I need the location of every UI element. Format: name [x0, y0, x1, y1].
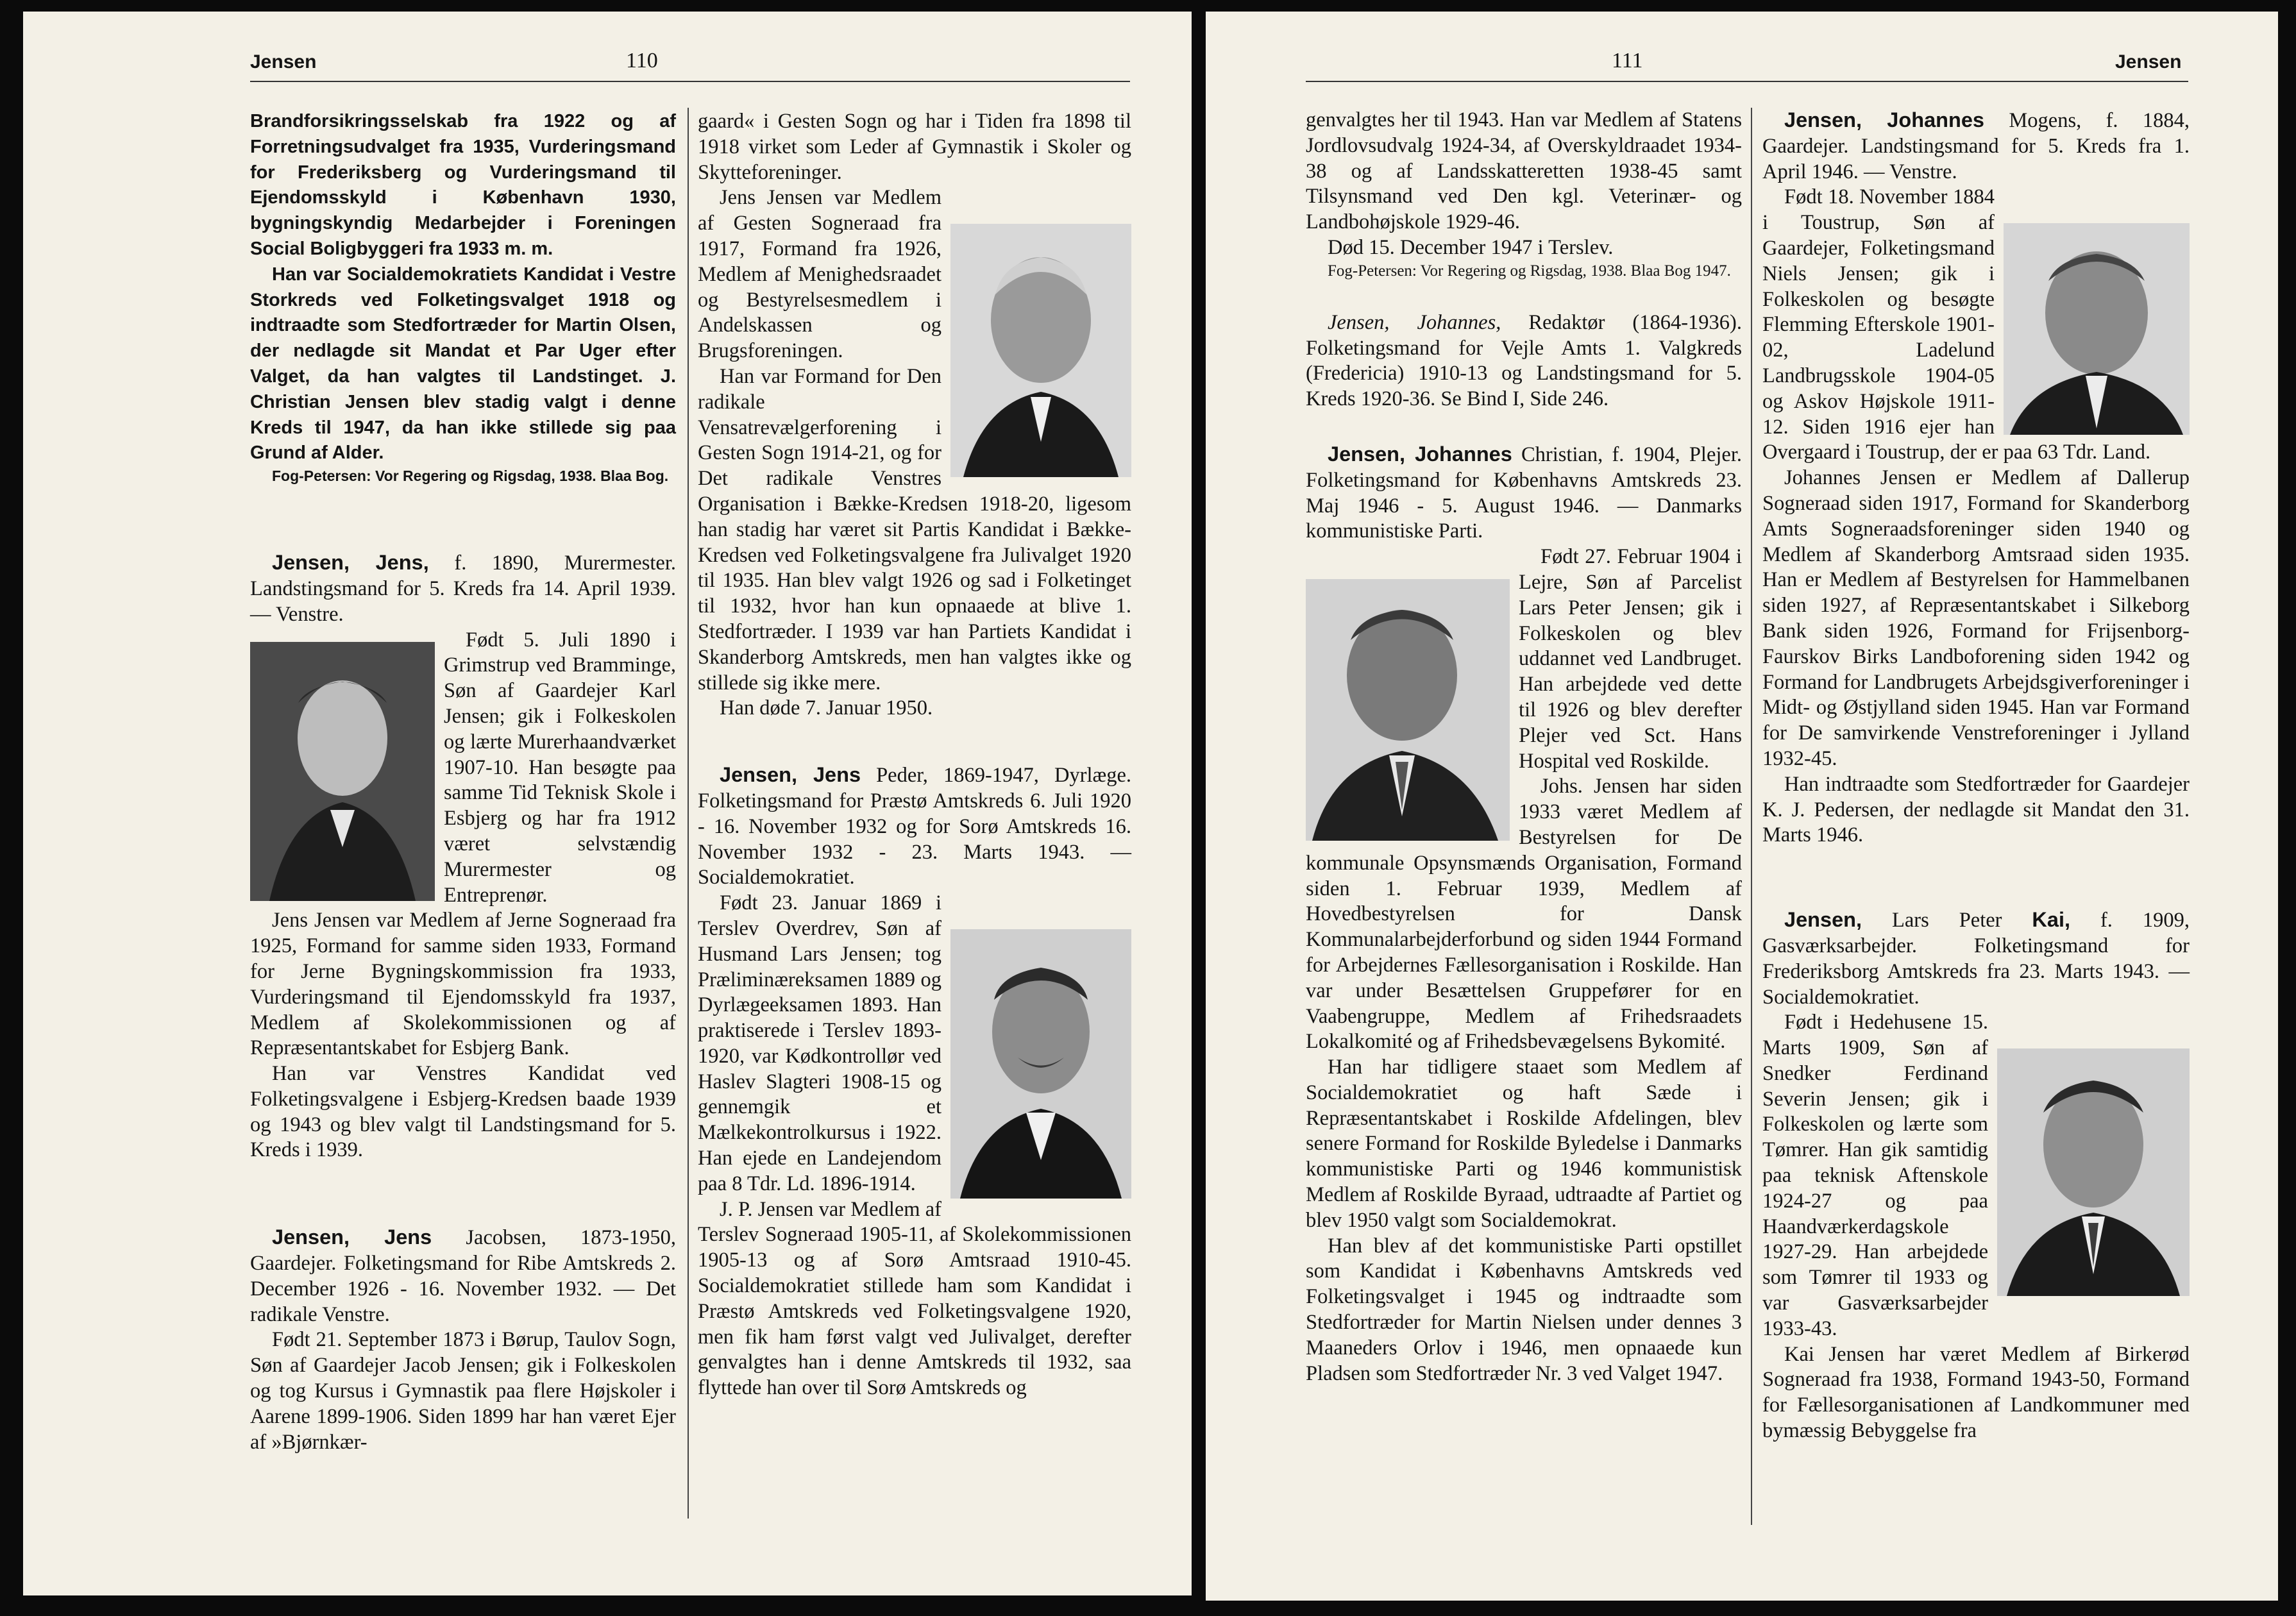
text-column-1	[1306, 108, 1742, 1386]
paragraph: Han var Socialdemokratiets Kandidat i Vestre Storkreds ved Folketingsvalget 1918 og indtraadte som Stedfortræder for Martin Olsen, der nedlagde sit Mandat et Par Uger efter Valget, da han valgtes til Landstinget. J. Christian Jensen blev stadig valgt i denne Kreds til 1947, da han ikke stillede sig paa Grund af Alder.	[250, 264, 676, 464]
header-rule	[250, 81, 1130, 82]
page-number: 110	[626, 49, 658, 72]
entry-heading: Jensen, Jens Peder, 1869-1947, Dyrlæge. Folketingsmand for Præstø Amtskreds 6. Juli 1920 - 16. November 1932 og for Sorø Amtskreds 16. November 1932 - 23. Marts 1943. — Socialdemokratiet.	[698, 763, 1131, 889]
paragraph: Født 27. Februar 1904 i Lejre, Søn af Parcelist Lars Peter Jensen; gik i Folkeskolen og blev uddannet ved Landbruget. Han arbejdede ved dette til 1926 og blev derefter Plejer ved Sct. Hans Hospital ved Roskilde.	[1519, 545, 1742, 773]
text-column-1	[250, 109, 676, 1455]
paragraph: Født 23. Januar 1869 i Terslev Overdrev, Søn af Husmand Lars Jensen; tog Præliminæreksamen 1889 og Dyrlægeeksamen 1893. Han praktiserede i Terslev 1893-1920, var Kødkontrollør ved Haslev Slagteri 1908-15 og gennemgik et Mælkekontrolkursus i 1922. Han ejede en Landejendom paa 8 Tdr. Ld. 1896-1914.	[698, 891, 941, 1195]
header-rule	[1306, 81, 2188, 82]
left-page	[23, 12, 1192, 1595]
paragraph: Født 21. September 1873 i Børup, Taulov Sogn, Søn af Gaardejer Jacob Jensen; gik i Folkeskolen og tog Kursus i Gymnastik paa flere Højskoler i Aarene 1899-1906. Siden 1899 har han været Ejer af »Bjørnkær-	[250, 1328, 676, 1454]
paragraph: Johs. Jensen har siden 1933 været Medlem af Bestyrelsen for De kommunale Opsynsmænds Organisation, Formand siden 1. Februar 1939, Medlem af Hovedbestyrelsen for Dansk Kommunalarbejderforbund og siden 1944 Formand for Arbejdernes Fællesorganisation i Roskilde. Han var under Besættelsen Gruppefører for en Vaabengruppe, Medlem af Frihedsraadets Lokalkomité og af Frihedsbevægelsens Bykomité.	[1306, 775, 1742, 1054]
entry-heading: Jensen, Jens, f. 1890, Murermester. Landstingsmand for 5. Kreds fra 14. April 1939. — Venstre.	[250, 551, 676, 626]
paragraph: Han var Venstres Kandidat ved Folketingsvalgene i Esbjerg-Kredsen baade 1939 og 1943 og blev valgt til Landstingsmand for 5. Kreds i 1939.	[250, 1062, 676, 1162]
entry-name-part: Kai,	[2032, 908, 2071, 932]
page-number: 111	[1612, 49, 1643, 72]
entry-name: Jensen, Johannes	[1328, 442, 1512, 466]
paragraph: Død 15. December 1947 i Terslev.	[1328, 235, 1614, 259]
right-page	[1206, 12, 2278, 1601]
paragraph: Født 5. Juli 1890 i Grimstrup ved Bramminge, Søn af Gaardejer Karl Jensen; gik i Folkeskolen og lærte Murerhaandværket 1907-10. Han besøgte paa samme Tid Teknisk Skole i Esbjerg og har fra 1912 været selvstændig Murermester og Entreprenør.	[444, 628, 676, 907]
paragraph: genvalgtes her til 1943. Han var Medlem af Statens Jordlovsudvalg 1924-34, af Overskyldraadet 1934-38 og af Landsskatteretten 1938-45 samt Tilsynsmand ved Den kgl. Veterinær- og Landbohøjskole 1929-46.	[1306, 108, 1742, 234]
paragraph: J. P. Jensen var Medlem af Terslev Sogneraad 1905-11, af Skolekommissionen 1905-13 og af Sorø Amtsraad 1910-45. Socialdemokratiet stillede ham som Kandidat i Præstø Amtskreds ved Folketingsvalgene 1920, men fik ham først valgt ved Julivalget, derefter genvalgtes han i denne Amtskreds til 1932, saa flyttede han over til Sorø Amtskreds og	[698, 1197, 1131, 1400]
paragraph: Han indtraadte som Stedfortræder for Gaardejer K. J. Pedersen, der nedlagde sit Mandat den 31. Marts 1946.	[1762, 772, 2190, 847]
entry-name: Jensen, Jens	[720, 763, 861, 787]
portrait-photo	[950, 929, 1131, 1199]
entry-heading: Jensen, Johannes, Redaktør (1864-1936). Folketingsmand for Vejle Amts 1. Valgkreds (Fredericia) 1910-13 og Landstingsmand for 5. Kreds 1920-36. Se Bind I, Side 246.	[1306, 310, 1742, 411]
paragraph: Jens Jensen var Medlem af Jerne Sogneraad fra 1925, Formand for samme siden 1933, Formand for Jerne Bygningskommission fra 1933, Vurderingsmand til Ejendomsskyld fra 1937, Medlem af Skolekommissionen og af Repræsentantskabet for Esbjerg Bank.	[250, 909, 676, 1060]
source-citation: Fog-Petersen: Vor Regering og Rigsdag, 1938. Blaa Bog.	[272, 467, 669, 485]
text-column-2	[1762, 108, 2190, 1444]
entry-heading: Jensen, Johannes Mogens, f. 1884, Gaardejer. Landstingsmand for 5. Kreds fra 1. April 1946. — Venstre.	[1762, 108, 2190, 183]
portrait-photo	[2004, 223, 2190, 435]
paragraph: Han har tidligere staaet som Medlem af Socialdemokratiet og haft Sæde i Repræsentantskabet i Roskilde Afdelingen, blev senere Formand for Roskilde Byledelse i Danmarks kommunistiske Parti og 1946 kommunistisk Medlem af Roskilde Byraad, udtraadte af Partiet og blev 1950 valgt som Socialdemokrat.	[1306, 1056, 1742, 1232]
portrait-photo	[250, 642, 435, 901]
paragraph: Brandforsikringsselskab fra 1922 og af Forretningsudvalget fra 1935, Vurderingsmand for Frederiksberg og Vurderingsmand til Ejendomsskyld i København 1930, bygningskyndig Medarbejder i Foreningen Social Boligbyggeri fra 1933 m. m.	[250, 111, 676, 259]
text-column-2	[698, 109, 1131, 1401]
entry-name: Jensen, Johannes	[1784, 108, 1985, 131]
running-head-name: Jensen	[2115, 51, 2182, 72]
paragraph: Født i Hedehusene 15. Marts 1909, Søn af Snedker Ferdinand Severin Jensen; gik i Folkeskolen og lærte som Tømrer. Han gik samtidig paa teknisk Aftenskole 1924-27 og paa Haandværkerdagskole 1927-29. Han arbejdede som Tømrer til 1933 og var Gasværksarbejder 1933-43.	[1762, 1011, 1988, 1340]
entry-name: Jensen, Jens	[272, 1225, 432, 1249]
column-rule	[1751, 108, 1752, 1525]
column-rule	[688, 108, 689, 1519]
portrait-photo	[1306, 579, 1510, 841]
entry-name: Jensen, Jens,	[272, 551, 429, 575]
paragraph: Jens Jensen var Medlem af Gesten Sogneraad fra 1917, Formand fra 1926, Medlem af Menighedsraadet og Bestyrelsesmedlem i Andelskassen og Brugsforeningen.	[698, 186, 941, 363]
paragraph: Han døde 7. Januar 1950.	[720, 696, 933, 720]
running-head-name: Jensen	[250, 51, 317, 72]
entry-heading: Jensen, Jens Jacobsen, 1873-1950, Gaardejer. Folketingsmand for Ribe Amtskreds 2. December 1926 - 16. November 1932. — Det radikale Venstre.	[250, 1225, 676, 1326]
portrait-photo	[1997, 1048, 2190, 1296]
entry-heading: Jensen, Lars Peter Kai, f. 1909, Gasværksarbejder. Folketingsmand for Frederiksborg Amtskreds fra 23. Marts 1943. — Socialdemokratiet.	[1762, 908, 2190, 1009]
paragraph: gaard« i Gesten Sogn og har i Tiden fra 1898 til 1918 virket som Leder af Gymnastik i Skoler og Skytteforeninger.	[698, 110, 1131, 184]
paragraph: Født 18. November 1884 i Toustrup, Søn af Gaardejer, Folketingsmand Niels Jensen; gik i Folkeskolen og besøgte Flemming Efterskole 1901-02, Ladelund Landbrugsskole 1904-05 og Askov Højskole 1911-12. Siden 1916 ejer han Overgaard i Toustrup, der er paa 63 Tdr. Land.	[1762, 185, 2151, 464]
paragraph: Kai Jensen har været Medlem af Birkerød Sogneraad fra 1938, Formand 1943-50, Formand for Fællesorganisationen af Landkommuner med bymæssig Bebyggelse fra	[1762, 1342, 2190, 1443]
entry-name: Jensen,	[1784, 908, 1862, 932]
paragraph: Han blev af det kommunistiske Parti opstillet som Kandidat i Københavns Amtskreds ved Folketingsvalget i 1945 og indtraadte som Stedfortræder for Martin Nielsen under dennes 3 Maaneders Orlov i 1946, men opnaaede kun Pladsen som Stedfortræder Nr. 3 ved Valget 1947.	[1306, 1234, 1742, 1385]
entry-heading: Jensen, Johannes Christian, f. 1904, Plejer. Folketingsmand for Københavns Amtskreds 23. Maj 1946 - 5. August 1946. — Danmarks kommunistiske Parti.	[1306, 442, 1743, 543]
source-citation: Fog-Petersen: Vor Regering og Rigsdag, 1938. Blaa Bog 1947.	[1328, 262, 1731, 280]
entry-name: Jensen, Johannes,	[1328, 310, 1501, 334]
portrait-photo	[950, 224, 1131, 477]
paragraph: Johannes Jensen er Medlem af Dallerup Sogneraad siden 1917, Formand for Skanderborg Amts Sogneraadsforeninger siden 1940 og Medlem af Skanderborg Amtsraad siden 1935. Han er Medlem af Bestyrelsen for Hammelbanen siden 1927, af Repræsentantskabet i Silkeborg Bank siden 1926, Formand for Frijsenborg-Faurskov Birks Landboforening siden 1942 og Formand for Landbrugets Arbejdsgiverforeninger i Midt- og Østjylland siden 1945. Han var Formand for De samvirkende Venstreforeninger i Jylland 1932-45.	[1762, 466, 2190, 770]
paragraph: Han var Formand for Den radikale Vensatrevælgerforening i Gesten Sogn 1914-21, og for Det radikale Venstres Organisation i Bække-Kredsen 1918-20, ligesom han stadig har været sit Partis Kandidat i Bække-Kredsen ved Folketingsvalgene fra Julivalget 1920 til 1935. Han blev valgt 1926 og sad i Folketinget til 1932, hvor han kun opnaaede at blive 1. Stedfortræder. I 1939 var han Partiets Kandidat i Skanderborg Amtskreds, men han valgtes ikke og stillede sig ikke mere.	[698, 364, 1131, 694]
